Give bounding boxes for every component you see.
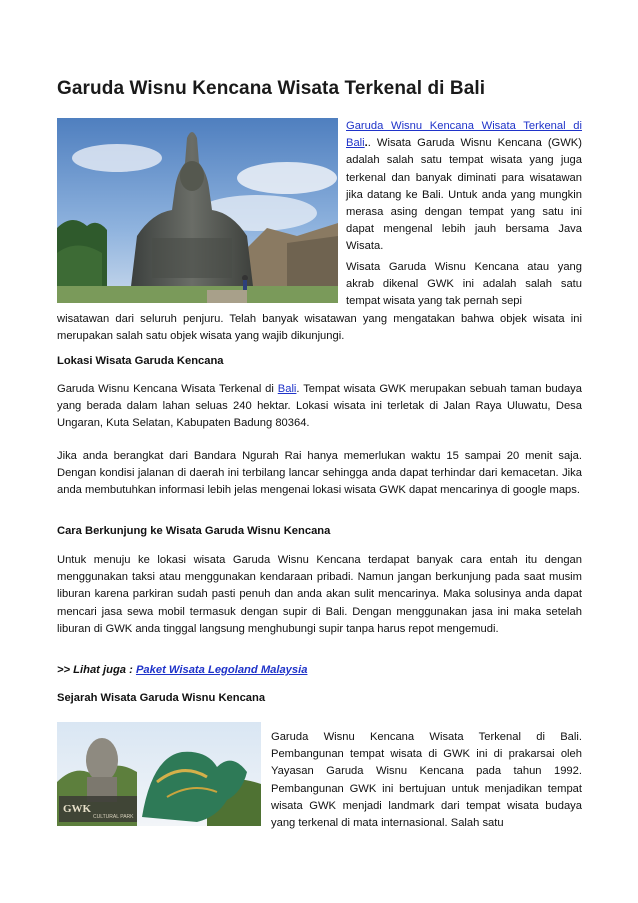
cara-paragraph: Untuk menuju ke lokasi wisata Garuda Wisnu Kencana terdapat banyak cara entah itu dengan menggunakan taksi atau menggunakan kendaraan pribadi. Namun jangan berkunjung pada saat musim liburan karena parkiran sudah pasti penuh dan anda akan sulit mencarinya. Maka solusinya anda dapat mencari jasa sewa mobil termasuk dengan supir di Bali. Dengan menggunakan jasa ini maka setelah liburan di GWK anda tinggal langsung menghubungi supir tanpa harus repot mengemudi.	[57, 554, 582, 635]
svg-text:CULTURAL PARK: CULTURAL PARK	[93, 814, 134, 820]
section-heading-cara: Cara Berkunjung ke Wisata Garuda Wisnu Kencana	[57, 525, 331, 537]
lokasi-paragraph-1	[57, 381, 582, 433]
bali-link[interactable]: Bali	[277, 383, 297, 395]
see-also-line	[57, 662, 582, 679]
see-also-prefix: >> Lihat juga :	[57, 664, 136, 676]
see-also-link[interactable]: Paket Wisata Legoland Malaysia	[135, 664, 308, 676]
sejarah-paragraph: Garuda Wisnu Kencana Wisata Terkenal di Bali. Pembangunan tempat wisata di GWK ini di prakarsai oleh Yayasan Garuda Wisnu Kencana pada tahun 1992. Pembangunan GWK ini bertujuan untuk menjadikan tempat wisata GWK menjadi landmark dari tempat wisata budaya yang terkenal di mata internasional. Salah satu	[271, 731, 582, 830]
intro-text: . Wisata Garuda Wisnu Kencana (GWK) adalah salah satu tempat wisata yang juga terkenal dan banyak diminati para wisatawan jika datang ke Bali. Untuk anda yang mungkin merasa asing dengan tempat yang satu ini dapat mengenal lebih jauh bersama Java Wisata.	[346, 137, 582, 253]
section-heading-sejarah: Sejarah Wisata Garuda Wisnu Kencana	[57, 692, 266, 704]
section-heading-lokasi: Lokasi Wisata Garuda Kencana	[57, 355, 224, 367]
gwk-statue-photo	[57, 118, 338, 303]
intro-title-link[interactable]: Garuda Wisnu Kencana Wisata Terkenal di Bali	[346, 120, 582, 150]
intro-paragraph-2-full: wisatawan dari seluruh penjuru. Telah banyak wisatawan yang mengatakan bahwa objek wisata ini merupakan salah satu objek wisata yang wajib dikunjungi.	[57, 313, 582, 343]
intro-paragraph: Garuda Wisnu Kencana Wisata Terkenal di Bali.. Wisata Garuda Wisnu Kencana (GWK) adalah salah satu tempat wisata yang juga terkenal dan banyak diminati para wisatawan jika datang ke Bali. Untuk anda yang mungkin merasa asing dengan tempat yang satu ini dapat mengenal lebih jauh bersama Java Wisata.	[346, 120, 582, 253]
lokasi-text-pre: Garuda Wisnu Kencana Wisata Terkenal di	[57, 383, 278, 395]
gwk-garuda-photo	[57, 722, 261, 826]
page-title: Garuda Wisnu Kencana Wisata Terkenal di Bali	[57, 78, 486, 99]
lokasi-paragraph-2: Jika anda berangkat dari Bandara Ngurah Rai hanya memerlukan waktu 15 sampai 20 menit saja. Dengan kondisi jalanan di daerah ini terbilang lancar sehingga anda dapat terhindar dari kemacetan. Jika anda membutuhkan informasi lebih jelas mengenai lokasi wisata GWK dapat mencarinya di google maps.	[57, 450, 582, 497]
intro-paragraph-2-side: Wisata Garuda Wisnu Kencana atau yang akrab dikenal GWK ini adalah salah satu tempat wisata yang tak pernah sepi	[346, 261, 582, 308]
photo-sign-lettering: GWK	[63, 803, 92, 815]
lokasi-text-post: . Tempat wisata GWK merupakan sebuah taman budaya yang berada dalam lahan seluas 240 hektar. Lokasi wisata ini terletak di Jalan Raya Uluwatu, Desa Ungaran, Kuta Selatan, Kabupaten Badung 80364.	[57, 383, 582, 430]
